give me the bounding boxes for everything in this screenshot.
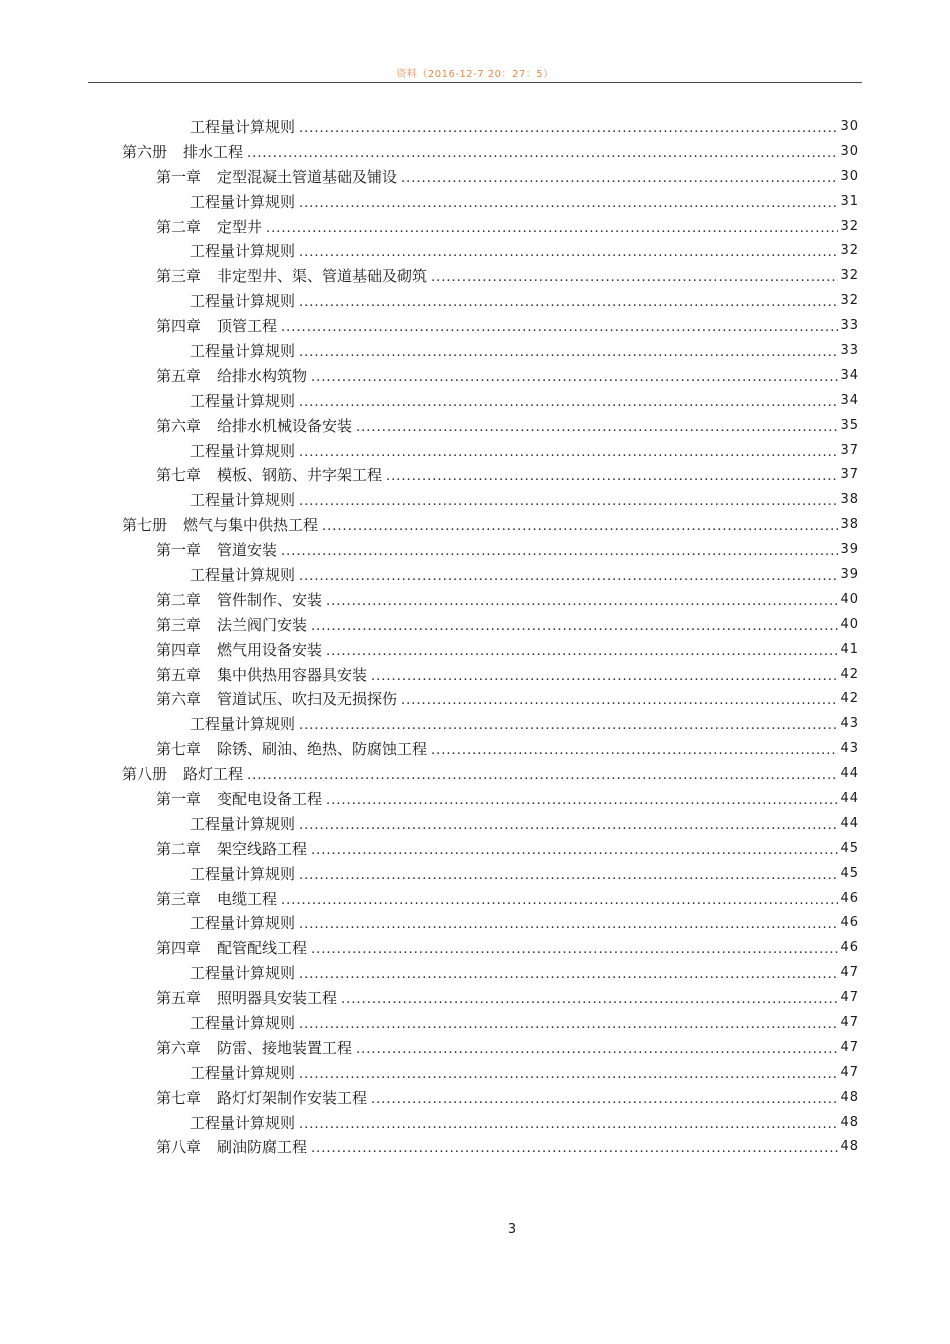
toc-entry-title: 工程量计算规则: [190, 914, 296, 933]
toc-entry-prefix: 第六章: [156, 690, 202, 709]
toc-entry[interactable]: [0, 1110, 950, 1135]
toc-entry-prefix: 第一章: [156, 541, 202, 560]
toc-entry-page: 42: [840, 691, 859, 707]
toc-entry[interactable]: [0, 1135, 950, 1160]
toc-entry[interactable]: [0, 189, 950, 214]
toc-entry-title: 工程量计算规则: [190, 242, 296, 261]
toc-entry[interactable]: [0, 786, 950, 811]
toc-entry-label: [156, 788, 322, 809]
toc-entry-prefix: 第七章: [156, 466, 202, 485]
toc-entry-title: 工程量计算规则: [190, 491, 296, 510]
toc-leader-dots: [341, 992, 838, 1007]
toc-leader-dots: [371, 669, 838, 684]
toc-entry-prefix: 第三章: [156, 889, 202, 908]
toc-entry-label: [122, 141, 243, 162]
toc-leader-dots: [299, 1067, 838, 1082]
toc-leader-dots: [322, 519, 838, 534]
toc-entry[interactable]: [0, 313, 950, 338]
toc-entry-label: [156, 987, 337, 1008]
toc-entry[interactable]: [0, 438, 950, 463]
toc-entry-label: [156, 1136, 307, 1157]
toc-leader-dots: [431, 743, 838, 758]
toc-entry-label: [156, 738, 427, 759]
toc-entry-prefix: 第二章: [156, 590, 202, 609]
toc-entry[interactable]: [0, 1010, 950, 1035]
toc-leader-dots: [311, 843, 838, 858]
toc-leader-dots: [311, 1141, 838, 1156]
toc-leader-dots: [326, 594, 838, 609]
toc-entry-title: 刷油防腐工程: [217, 1138, 308, 1157]
toc-leader-dots: [299, 196, 838, 211]
toc-entry-title: 工程量计算规则: [190, 964, 296, 983]
toc-entry-page: 34: [840, 392, 859, 408]
toc-entry-label: [190, 962, 295, 983]
toc-leader-dots: [299, 818, 838, 833]
toc-entry-page: 39: [840, 542, 859, 558]
toc-entry-page: 44: [840, 815, 859, 831]
toc-entry-label: [156, 464, 382, 485]
toc-entry-page: 30: [840, 143, 859, 159]
toc-entry-label: [156, 539, 277, 560]
toc-entry-prefix: 第六章: [156, 416, 202, 435]
toc-entry-page: 46: [840, 890, 859, 906]
toc-leader-dots: [371, 1092, 838, 1107]
toc-leader-dots: [299, 245, 838, 260]
toc-entry-page: 37: [840, 467, 859, 483]
toc-leader-dots: [326, 793, 838, 808]
toc-entry-title: 定型混凝土管道基础及铺设: [217, 167, 398, 186]
toc-entry-title: 工程量计算规则: [190, 341, 296, 360]
toc-entry-title: 除锈、刷油、绝热、防腐蚀工程: [217, 740, 428, 759]
toc-entry-prefix: 第五章: [156, 989, 202, 1008]
toc-entry[interactable]: [0, 985, 950, 1010]
toc-entry-label: [190, 290, 295, 311]
toc-leader-dots: [431, 270, 838, 285]
toc-entry-prefix: 第六章: [156, 1038, 202, 1057]
toc-entry[interactable]: [0, 238, 950, 263]
toc-entry-page: 38: [840, 517, 859, 533]
toc-entry-prefix: 第二章: [156, 217, 202, 236]
toc-entry-page: 32: [840, 218, 859, 234]
toc-leader-dots: [299, 868, 838, 883]
toc-entry[interactable]: [0, 861, 950, 886]
toc-entry-page: 43: [840, 716, 859, 732]
toc-entry-label: [190, 340, 295, 361]
toc-entry-label: [156, 166, 397, 187]
toc-leader-dots: [326, 644, 838, 659]
toc-entry[interactable]: [0, 487, 950, 512]
toc-entry-page: 45: [840, 865, 859, 881]
toc-entry-label: [190, 1012, 295, 1033]
toc-leader-dots: [299, 967, 838, 982]
toc-entry-page: 42: [840, 666, 859, 682]
toc-leader-dots: [299, 1017, 838, 1032]
toc-entry-title: 照明器具安装工程: [217, 989, 338, 1008]
toc-entry-page: 30: [840, 118, 859, 134]
toc-entry[interactable]: [0, 637, 950, 662]
toc-entry-prefix: 第三章: [156, 615, 202, 634]
toc-entry-page: 33: [840, 318, 859, 334]
toc-entry-page: 44: [840, 790, 859, 806]
toc-entry-title: 工程量计算规则: [190, 441, 296, 460]
toc-entry-page: 38: [840, 492, 859, 508]
toc-entry[interactable]: [0, 662, 950, 687]
toc-entry-title: 架空线路工程: [217, 839, 308, 858]
toc-entry-label: [190, 440, 295, 461]
toc-entry[interactable]: [0, 761, 950, 786]
toc-entry-title: 工程量计算规则: [190, 117, 296, 136]
toc-entry-page: 47: [840, 965, 859, 981]
toc-entry-label: [156, 1037, 352, 1058]
toc-entry-prefix: 第八章: [156, 1138, 202, 1157]
toc-entry-page: 47: [840, 1064, 859, 1080]
toc-entry[interactable]: [0, 114, 950, 139]
toc-entry[interactable]: [0, 911, 950, 936]
toc-entry-title: 工程量计算规则: [190, 391, 296, 410]
toc-entry-prefix: 第八册: [122, 765, 168, 784]
toc-entry-label: [190, 912, 295, 933]
toc-entry[interactable]: [0, 214, 950, 239]
toc-entry-label: [190, 390, 295, 411]
toc-leader-dots: [299, 718, 838, 733]
toc-entry-label: [190, 813, 295, 834]
toc-entry-page: 44: [840, 766, 859, 782]
toc-leader-dots: [247, 768, 838, 783]
toc-entry-title: 工程量计算规则: [190, 192, 296, 211]
toc-entry[interactable]: [0, 587, 950, 612]
toc-entry-title: 工程量计算规则: [190, 292, 296, 311]
toc-entry-label: [190, 564, 295, 585]
toc-entry[interactable]: [0, 388, 950, 413]
toc-entry[interactable]: [0, 413, 950, 438]
toc-entry-prefix: 第一章: [156, 167, 202, 186]
toc-entry[interactable]: [0, 886, 950, 911]
toc-leader-dots: [247, 146, 838, 161]
toc-entry-page: 40: [840, 591, 859, 607]
toc-entry-page: 33: [840, 342, 859, 358]
toc-entry-label: [190, 240, 295, 261]
toc-leader-dots: [266, 221, 838, 236]
toc-entry[interactable]: [0, 537, 950, 562]
toc-entry-label: [122, 514, 318, 535]
toc-leader-dots: [299, 121, 838, 136]
page-number: 3: [507, 1222, 517, 1237]
toc-entry-label: [156, 888, 277, 909]
toc-entry-page: 31: [840, 193, 859, 209]
toc-entry-label: [156, 589, 322, 610]
toc-leader-dots: [281, 544, 838, 559]
header-text: 资料（2016-12-7 20：27：5）: [396, 69, 554, 80]
toc-entry-title: 工程量计算规则: [190, 814, 296, 833]
table-of-contents: [0, 114, 950, 1159]
toc-entry[interactable]: [0, 512, 950, 537]
toc-entry-page: 48: [840, 1089, 859, 1105]
toc-entry-label: [156, 216, 262, 237]
page-header: [88, 62, 862, 83]
toc-entry-page: 32: [840, 268, 859, 284]
toc-entry-prefix: 第一章: [156, 789, 202, 808]
toc-entry-label: [156, 365, 307, 386]
toc-entry-label: [122, 763, 243, 784]
toc-entry-page: 35: [840, 417, 859, 433]
toc-entry[interactable]: [0, 836, 950, 861]
toc-entry-prefix: 第四章: [156, 640, 202, 659]
toc-entry[interactable]: [0, 960, 950, 985]
toc-entry[interactable]: [0, 1085, 950, 1110]
toc-entry-page: 46: [840, 915, 859, 931]
toc-entry-label: [156, 315, 277, 336]
toc-entry-title: 给排水机械设备安装: [217, 416, 353, 435]
toc-entry-prefix: 第五章: [156, 366, 202, 385]
toc-entry-title: 防雷、接地装置工程: [217, 1038, 353, 1057]
toc-entry-label: [156, 639, 322, 660]
toc-entry-page: 40: [840, 616, 859, 632]
toc-entry-title: 路灯工程: [183, 765, 244, 784]
toc-entry-title: 工程量计算规则: [190, 565, 296, 584]
toc-entry-page: 47: [840, 1015, 859, 1030]
toc-leader-dots: [311, 370, 838, 385]
toc-entry-page: 47: [840, 1039, 859, 1055]
toc-leader-dots: [356, 1042, 838, 1057]
toc-entry-title: 燃气与集中供热工程: [183, 516, 319, 535]
toc-entry-prefix: 第三章: [156, 267, 202, 286]
toc-entry[interactable]: [0, 363, 950, 388]
toc-leader-dots: [299, 445, 838, 460]
toc-leader-dots: [299, 569, 838, 584]
toc-entry-prefix: 第二章: [156, 839, 202, 858]
toc-entry-label: [190, 713, 295, 734]
toc-entry[interactable]: [0, 612, 950, 637]
toc-entry-page: 48: [840, 1114, 859, 1130]
toc-entry-page: 30: [840, 168, 859, 184]
toc-leader-dots: [401, 171, 838, 186]
toc-entry-page: 47: [840, 990, 859, 1006]
toc-entry[interactable]: [0, 263, 950, 288]
toc-entry-prefix: 第七章: [156, 740, 202, 759]
toc-entry-label: [156, 688, 397, 709]
toc-entry-title: 法兰阀门安装: [217, 615, 308, 634]
toc-entry-label: [190, 116, 295, 137]
toc-entry-prefix: 第五章: [156, 665, 202, 684]
toc-entry-label: [190, 489, 295, 510]
toc-entry[interactable]: [0, 686, 950, 711]
toc-entry-title: 定型井: [217, 217, 263, 236]
toc-leader-dots: [299, 1117, 838, 1132]
toc-entry-prefix: 第七册: [122, 516, 168, 535]
toc-entry-label: [156, 937, 307, 958]
toc-entry-title: 给排水构筑物: [217, 366, 308, 385]
toc-entry[interactable]: [0, 1035, 950, 1060]
toc-entry-page: 41: [840, 641, 859, 657]
toc-entry-label: [156, 664, 367, 685]
toc-entry-label: [156, 838, 307, 859]
toc-leader-dots: [311, 619, 838, 634]
toc-entry-page: 37: [840, 442, 859, 458]
toc-leader-dots: [281, 893, 838, 908]
toc-entry-label: [156, 1087, 367, 1108]
toc-entry-title: 非定型井、渠、管道基础及砌筑: [217, 267, 428, 286]
toc-entry-label: [190, 191, 295, 212]
toc-entry-page: 43: [840, 741, 859, 757]
toc-entry-page: 48: [840, 1139, 859, 1155]
toc-entry[interactable]: [0, 338, 950, 363]
toc-leader-dots: [386, 469, 838, 484]
toc-entry-title: 顶管工程: [217, 317, 278, 336]
toc-entry-label: [156, 415, 352, 436]
toc-entry-label: [190, 1112, 295, 1133]
toc-leader-dots: [401, 693, 838, 708]
toc-entry[interactable]: [0, 164, 950, 189]
toc-entry-title: 管件制作、安装: [217, 590, 323, 609]
toc-entry-title: 工程量计算规则: [190, 1063, 296, 1082]
toc-entry-label: [156, 614, 307, 635]
toc-entry-title: 工程量计算规则: [190, 1113, 296, 1132]
toc-entry-label: [190, 863, 295, 884]
toc-entry-title: 模板、钢筋、井字架工程: [217, 466, 383, 485]
toc-entry-prefix: 第六册: [122, 142, 168, 161]
toc-leader-dots: [356, 420, 838, 435]
toc-entry-title: 燃气用设备安装: [217, 640, 323, 659]
toc-leader-dots: [281, 320, 838, 335]
toc-leader-dots: [311, 942, 838, 957]
toc-leader-dots: [299, 345, 838, 360]
toc-entry-title: 管道安装: [217, 541, 278, 560]
toc-entry-page: 45: [840, 840, 859, 856]
toc-entry-title: 集中供热用容器具安装: [217, 665, 368, 684]
toc-entry-label: [156, 265, 427, 286]
toc-entry-title: 变配电设备工程: [217, 789, 323, 808]
toc-entry[interactable]: [0, 711, 950, 736]
toc-entry[interactable]: [0, 736, 950, 761]
toc-entry-page: 34: [840, 367, 859, 383]
toc-entry-title: 电缆工程: [217, 889, 278, 908]
toc-entry[interactable]: [0, 462, 950, 487]
toc-entry[interactable]: [0, 288, 950, 313]
toc-leader-dots: [299, 917, 838, 932]
toc-entry[interactable]: [0, 811, 950, 836]
toc-entry[interactable]: [0, 1060, 950, 1085]
toc-entry-label: [190, 1062, 295, 1083]
toc-entry[interactable]: [0, 935, 950, 960]
toc-entry-page: 46: [840, 940, 859, 956]
toc-entry-title: 工程量计算规则: [190, 864, 296, 883]
toc-entry-page: 32: [840, 243, 859, 259]
toc-entry-title: 排水工程: [183, 142, 244, 161]
toc-leader-dots: [299, 295, 838, 310]
toc-entry[interactable]: [0, 139, 950, 164]
toc-leader-dots: [299, 395, 838, 410]
toc-entry-title: 工程量计算规则: [190, 715, 296, 734]
toc-entry-page: 32: [840, 293, 859, 309]
toc-entry-title: 配管配线工程: [217, 939, 308, 958]
toc-entry-prefix: 第四章: [156, 317, 202, 336]
toc-leader-dots: [299, 494, 838, 509]
toc-entry-title: 管道试压、吹扫及无损探伤: [217, 690, 398, 709]
toc-entry-prefix: 第七章: [156, 1088, 202, 1107]
toc-entry-title: 路灯灯架制作安装工程: [217, 1088, 368, 1107]
toc-entry-page: 39: [840, 566, 859, 582]
toc-entry-prefix: 第四章: [156, 939, 202, 958]
toc-entry-title: 工程量计算规则: [190, 1014, 296, 1032]
toc-entry[interactable]: [0, 562, 950, 587]
